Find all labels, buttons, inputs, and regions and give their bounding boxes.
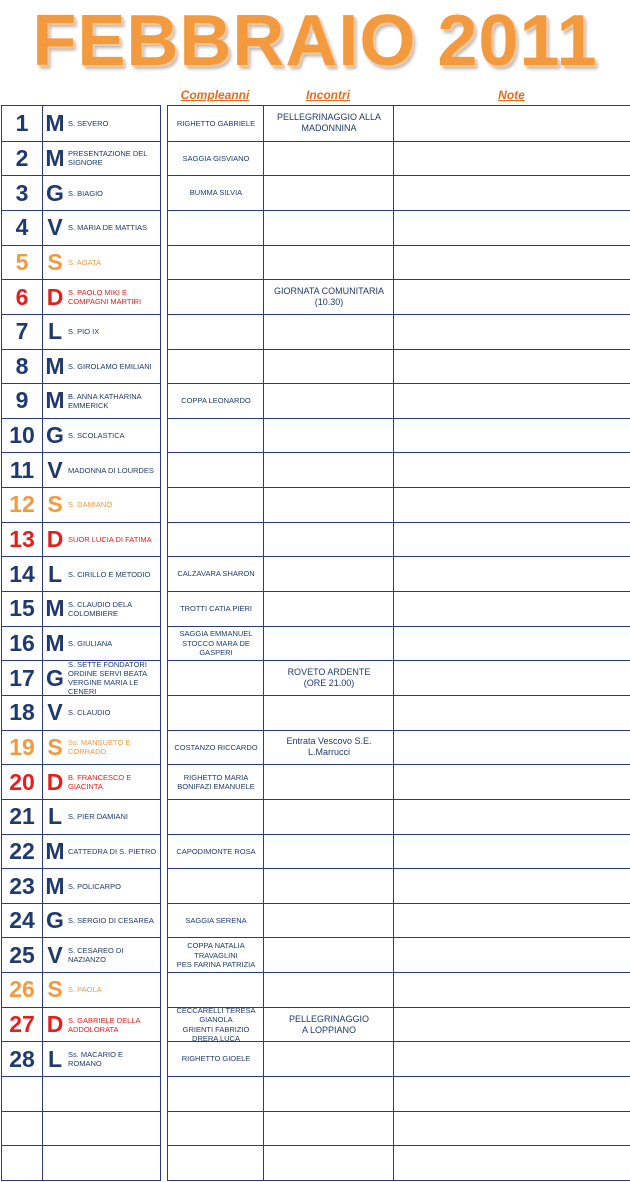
day-of-week-letter: M bbox=[45, 872, 65, 899]
note-cell[interactable] bbox=[394, 835, 630, 869]
event-row bbox=[168, 1145, 630, 1180]
note-cell[interactable] bbox=[394, 661, 630, 695]
day-number bbox=[2, 1146, 42, 1180]
day-of-week-letter: V bbox=[47, 699, 63, 726]
day-row bbox=[2, 972, 160, 1007]
day-of-week-letter: L bbox=[47, 1045, 63, 1072]
event-row bbox=[168, 1076, 630, 1111]
day-of-week-letter: S bbox=[47, 491, 63, 518]
day-row bbox=[2, 349, 160, 384]
saint-name: Ss. MANSUETO E CORRADO bbox=[68, 738, 131, 757]
note-cell[interactable] bbox=[394, 938, 630, 972]
day-row bbox=[2, 556, 160, 591]
birthday-cell bbox=[168, 419, 264, 453]
note-cell[interactable] bbox=[394, 592, 630, 626]
note-cell[interactable] bbox=[394, 1077, 630, 1111]
day-row bbox=[2, 487, 160, 522]
birthday-cell bbox=[168, 1077, 264, 1111]
day-number: 23 bbox=[9, 872, 35, 899]
event-row bbox=[168, 799, 630, 834]
note-cell[interactable] bbox=[394, 315, 630, 349]
event-row bbox=[168, 937, 630, 972]
day-of-week-letter: V bbox=[47, 456, 63, 483]
birthday-cell bbox=[168, 1112, 264, 1146]
meeting-cell bbox=[264, 696, 394, 730]
event-row bbox=[168, 279, 630, 314]
note-cell[interactable] bbox=[394, 800, 630, 834]
note-cell[interactable] bbox=[394, 557, 630, 591]
birthday-cell bbox=[168, 696, 264, 730]
day-of-week-letter: M bbox=[45, 629, 65, 656]
meeting-cell bbox=[264, 453, 394, 487]
birthday-cell bbox=[168, 350, 264, 384]
birthday-cell: CALZAVARA SHARON bbox=[177, 569, 255, 579]
day-row bbox=[2, 834, 160, 869]
day-number: 16 bbox=[9, 629, 35, 656]
event-row bbox=[168, 452, 630, 487]
event-row bbox=[168, 903, 630, 938]
birthday-cell: SAGGIA SERENA bbox=[185, 915, 247, 925]
meeting-cell bbox=[264, 627, 394, 661]
saint-name: S. CLAUDIO bbox=[68, 708, 111, 718]
saint-name: S. GABRIELE DELLA ADDOLORATA bbox=[68, 1015, 141, 1034]
birthday-cell: RIGHETTO GABRIELE bbox=[176, 118, 256, 128]
note-cell[interactable] bbox=[394, 1008, 630, 1042]
event-row bbox=[168, 1041, 630, 1076]
day-of-week-letter: L bbox=[47, 560, 63, 587]
day-row bbox=[2, 868, 160, 903]
meeting-cell: GIORNATA COMUNITARIA (10.30) bbox=[273, 286, 384, 308]
day-of-week-letter: D bbox=[46, 283, 64, 310]
day-of-week-letter: S bbox=[47, 733, 63, 760]
day-number: 22 bbox=[9, 837, 35, 864]
meeting-cell bbox=[264, 557, 394, 591]
day-number: 27 bbox=[9, 1011, 35, 1038]
birthday-cell: SAGGIA EMMANUEL STOCCO MARA DE GASPERI bbox=[179, 629, 253, 658]
birthday-cell: RIGHETTO MARIA BONIFAZI EMANUELE bbox=[177, 772, 255, 792]
header-incontri: Incontri bbox=[306, 88, 350, 102]
saint-name: S. PAOLO MIKI E COMPAGNI MARTIRI bbox=[68, 288, 142, 307]
saint-name: SUOR LUCIA DI FATIMA bbox=[68, 535, 152, 545]
events-table bbox=[167, 105, 630, 1181]
saint-name: Ss. MACARIO E ROMANO bbox=[68, 1050, 124, 1069]
note-cell[interactable] bbox=[394, 869, 630, 903]
note-cell[interactable] bbox=[394, 211, 630, 245]
saint-name: S. SCOLASTICA bbox=[68, 431, 125, 441]
meeting-cell bbox=[264, 1146, 394, 1180]
saint-name: S. GIROLAMO EMILIANI bbox=[68, 361, 152, 371]
meeting-cell bbox=[264, 1077, 394, 1111]
note-cell[interactable] bbox=[394, 176, 630, 210]
birthday-cell bbox=[168, 869, 264, 903]
day-row bbox=[2, 314, 160, 349]
day-of-week-letter: G bbox=[46, 664, 64, 691]
day-number: 15 bbox=[9, 595, 35, 622]
birthday-cell: COSTANZO RICCARDO bbox=[174, 742, 258, 752]
day-of-week-letter: M bbox=[45, 595, 65, 622]
saint-name: B. ANNA KATHARINA EMMERICK bbox=[68, 391, 142, 410]
day-number: 10 bbox=[9, 422, 35, 449]
event-row bbox=[168, 106, 630, 141]
saint-name: S. CLAUDIO DELA COLOMBIERE bbox=[68, 599, 132, 618]
day-number: 4 bbox=[15, 214, 29, 241]
note-cell[interactable] bbox=[394, 453, 630, 487]
day-row bbox=[2, 764, 160, 799]
day-row bbox=[2, 730, 160, 765]
meeting-cell bbox=[264, 973, 394, 1007]
day-of-week-letter: M bbox=[45, 109, 65, 136]
birthday-cell bbox=[168, 973, 264, 1007]
event-row bbox=[168, 314, 630, 349]
note-cell[interactable] bbox=[394, 1146, 630, 1180]
day-row bbox=[2, 903, 160, 938]
saint-name: S. PIER DAMIANI bbox=[68, 812, 129, 822]
meeting-cell bbox=[264, 488, 394, 522]
event-row bbox=[168, 868, 630, 903]
birthday-cell: SAGGIA GISVIANO bbox=[182, 153, 250, 163]
note-cell[interactable] bbox=[394, 1112, 630, 1146]
day-row bbox=[2, 418, 160, 453]
day-number bbox=[2, 1077, 42, 1111]
event-row bbox=[168, 1007, 630, 1042]
day-row bbox=[2, 522, 160, 557]
event-row bbox=[168, 522, 630, 557]
note-cell[interactable] bbox=[394, 627, 630, 661]
birthday-cell bbox=[168, 211, 264, 245]
meeting-cell bbox=[264, 904, 394, 938]
meeting-cell bbox=[264, 419, 394, 453]
saint-name: S. MARIA DE MATTIAS bbox=[68, 223, 148, 233]
meeting-cell bbox=[264, 142, 394, 176]
day-of-week-letter: M bbox=[45, 144, 65, 171]
birthday-cell bbox=[168, 488, 264, 522]
event-row bbox=[168, 730, 630, 765]
day-number: 8 bbox=[15, 352, 29, 379]
event-row bbox=[168, 245, 630, 280]
saint-name: S. PIO IX bbox=[68, 327, 100, 337]
day-number: 14 bbox=[9, 560, 35, 587]
meeting-cell bbox=[264, 869, 394, 903]
day-row bbox=[2, 799, 160, 834]
note-cell[interactable] bbox=[394, 973, 630, 1007]
day-row bbox=[2, 452, 160, 487]
birthday-cell bbox=[168, 246, 264, 280]
day-row bbox=[2, 1041, 160, 1076]
day-of-week-letter bbox=[43, 1077, 67, 1111]
event-row bbox=[168, 556, 630, 591]
meeting-cell bbox=[264, 315, 394, 349]
day-row bbox=[2, 1111, 160, 1146]
note-cell[interactable] bbox=[394, 904, 630, 938]
event-row bbox=[168, 349, 630, 384]
day-number: 1 bbox=[15, 109, 29, 136]
birthday-cell: RIGHETTO GIOELE bbox=[181, 1054, 251, 1064]
meeting-cell: PELLEGRINAGGIO A LOPPIANO bbox=[288, 1013, 370, 1035]
birthday-cell: CECCARELLI TERESA GIANOLA GRIENTI FABRIZIO DRERA LUCA bbox=[176, 1005, 256, 1044]
note-cell[interactable] bbox=[394, 384, 630, 418]
day-number: 12 bbox=[9, 491, 35, 518]
day-number: 20 bbox=[9, 768, 35, 795]
day-row bbox=[2, 937, 160, 972]
day-number: 19 bbox=[9, 733, 35, 760]
day-number: 6 bbox=[15, 283, 29, 310]
day-number: 5 bbox=[15, 248, 29, 275]
saint-name bbox=[68, 1146, 158, 1180]
day-number: 28 bbox=[9, 1045, 35, 1072]
saint-name: B. FRANCESCO E GIACINTA bbox=[68, 773, 132, 792]
day-of-week-letter: G bbox=[46, 422, 64, 449]
day-row bbox=[2, 245, 160, 280]
saint-name: S. CESAREO DI NAZIANZO bbox=[68, 946, 124, 965]
birthday-cell: TROTTI CATIA PIERI bbox=[180, 604, 252, 614]
note-cell[interactable] bbox=[394, 731, 630, 765]
day-number: 26 bbox=[9, 976, 35, 1003]
event-row bbox=[168, 383, 630, 418]
days-table bbox=[1, 105, 161, 1181]
birthday-cell: BUMMA SILVIA bbox=[189, 188, 243, 198]
day-row bbox=[2, 591, 160, 626]
note-cell[interactable] bbox=[394, 142, 630, 176]
saint-name: S. PAOLA bbox=[68, 985, 102, 995]
saint-name: S. DAMIANO bbox=[68, 500, 113, 510]
day-of-week-letter: L bbox=[47, 318, 63, 345]
header-note: Note bbox=[498, 88, 525, 102]
birthday-cell bbox=[168, 523, 264, 557]
saint-name: S. SETTE FONDATORI ORDINE SERVI BEATA VERGINE MARIA LE CENERI bbox=[68, 660, 147, 697]
meeting-cell bbox=[264, 523, 394, 557]
day-number: 2 bbox=[15, 144, 29, 171]
header-compleanni: Compleanni bbox=[180, 88, 250, 102]
note-cell[interactable] bbox=[394, 280, 630, 314]
saint-name: S. BIAGIO bbox=[68, 188, 104, 198]
note-cell[interactable] bbox=[394, 696, 630, 730]
note-cell[interactable] bbox=[394, 419, 630, 453]
birthday-cell bbox=[168, 315, 264, 349]
day-of-week-letter bbox=[43, 1112, 67, 1146]
note-cell[interactable] bbox=[394, 523, 630, 557]
saint-name: PRESENTAZIONE DEL SIGNORE bbox=[68, 149, 148, 168]
event-row bbox=[168, 487, 630, 522]
event-row bbox=[168, 764, 630, 799]
saint-name: S. SEVERO bbox=[68, 118, 109, 128]
meeting-cell: PELLEGRINAGGIO ALLA MADONNINA bbox=[276, 112, 382, 134]
day-of-week-letter: V bbox=[47, 941, 63, 968]
meeting-cell bbox=[264, 800, 394, 834]
day-of-week-letter: S bbox=[47, 976, 63, 1003]
day-of-week-letter: G bbox=[46, 179, 64, 206]
day-row bbox=[2, 660, 160, 695]
event-row bbox=[168, 175, 630, 210]
day-of-week-letter: D bbox=[46, 526, 64, 553]
day-of-week-letter: M bbox=[45, 352, 65, 379]
meeting-cell bbox=[264, 211, 394, 245]
birthday-cell bbox=[168, 661, 264, 695]
day-number: 21 bbox=[9, 803, 35, 830]
day-number: 9 bbox=[15, 387, 29, 414]
event-row bbox=[168, 695, 630, 730]
saint-name: MADONNA DI LOURDES bbox=[68, 465, 154, 475]
event-row bbox=[168, 660, 630, 695]
saint-name bbox=[68, 1077, 158, 1111]
event-row bbox=[168, 972, 630, 1007]
meeting-cell bbox=[264, 384, 394, 418]
saint-name: S. CIRILLO E METODIO bbox=[68, 569, 151, 579]
day-row bbox=[2, 1076, 160, 1111]
day-number: 13 bbox=[9, 526, 35, 553]
event-row bbox=[168, 141, 630, 176]
day-row bbox=[2, 279, 160, 314]
birthday-cell bbox=[168, 280, 264, 314]
event-row bbox=[168, 418, 630, 453]
note-cell[interactable] bbox=[394, 765, 630, 799]
day-of-week-letter: L bbox=[47, 803, 63, 830]
saint-name: CATTEDRA DI S. PIETRO bbox=[68, 846, 157, 856]
birthday-cell: CAPODIMONTE ROSA bbox=[176, 846, 256, 856]
meeting-cell bbox=[264, 765, 394, 799]
day-row bbox=[2, 1145, 160, 1180]
meeting-cell bbox=[264, 835, 394, 869]
event-row bbox=[168, 1111, 630, 1146]
day-number: 18 bbox=[9, 699, 35, 726]
day-number: 3 bbox=[15, 179, 29, 206]
meeting-cell bbox=[264, 938, 394, 972]
day-row bbox=[2, 141, 160, 176]
meeting-cell bbox=[264, 1042, 394, 1076]
note-cell[interactable] bbox=[394, 488, 630, 522]
day-of-week-letter bbox=[43, 1146, 67, 1180]
saint-name bbox=[68, 1112, 158, 1146]
meeting-cell: ROVETO ARDENTE (ORE 21.00) bbox=[287, 667, 371, 689]
day-number: 7 bbox=[15, 318, 29, 345]
saint-name: S. POLICARPO bbox=[68, 881, 121, 891]
note-cell[interactable] bbox=[394, 1042, 630, 1076]
day-row bbox=[2, 626, 160, 661]
page-title: FEBBRAIO 2011 bbox=[32, 1, 598, 81]
day-row bbox=[2, 1007, 160, 1042]
note-cell[interactable] bbox=[394, 246, 630, 280]
day-of-week-letter: D bbox=[46, 768, 64, 795]
birthday-cell bbox=[168, 453, 264, 487]
day-row bbox=[2, 106, 160, 141]
day-number: 11 bbox=[9, 456, 35, 483]
day-of-week-letter: D bbox=[46, 1011, 64, 1038]
event-row bbox=[168, 834, 630, 869]
day-number: 25 bbox=[9, 941, 35, 968]
meeting-cell bbox=[264, 176, 394, 210]
meeting-cell bbox=[264, 592, 394, 626]
note-cell[interactable] bbox=[394, 350, 630, 384]
meeting-cell bbox=[264, 246, 394, 280]
meeting-cell: Entrata Vescovo S.E. L.Marrucci bbox=[286, 736, 372, 758]
day-number bbox=[2, 1112, 42, 1146]
birthday-cell: COPPA NATALIA TRAVAGLINI PES FARINA PATRIZIA bbox=[176, 941, 256, 970]
note-cell[interactable] bbox=[394, 106, 630, 141]
day-row bbox=[2, 383, 160, 418]
day-of-week-letter: M bbox=[45, 387, 65, 414]
day-row bbox=[2, 695, 160, 730]
event-row bbox=[168, 591, 630, 626]
saint-name: S. SERGIO DI CESAREA bbox=[68, 916, 154, 926]
day-row bbox=[2, 175, 160, 210]
saint-name: S. GIULIANA bbox=[68, 638, 113, 648]
day-of-week-letter: V bbox=[47, 214, 63, 241]
day-number: 17 bbox=[9, 664, 35, 691]
event-row bbox=[168, 626, 630, 661]
day-number: 24 bbox=[9, 907, 35, 934]
day-of-week-letter: M bbox=[45, 837, 65, 864]
birthday-cell: COPPA LEONARDO bbox=[181, 396, 251, 406]
meeting-cell bbox=[264, 350, 394, 384]
meeting-cell bbox=[264, 1112, 394, 1146]
saint-name: S. AGATA bbox=[68, 257, 102, 267]
event-row bbox=[168, 210, 630, 245]
birthday-cell bbox=[168, 800, 264, 834]
birthday-cell bbox=[168, 1146, 264, 1180]
day-of-week-letter: S bbox=[47, 248, 63, 275]
day-row bbox=[2, 210, 160, 245]
day-of-week-letter: G bbox=[46, 907, 64, 934]
